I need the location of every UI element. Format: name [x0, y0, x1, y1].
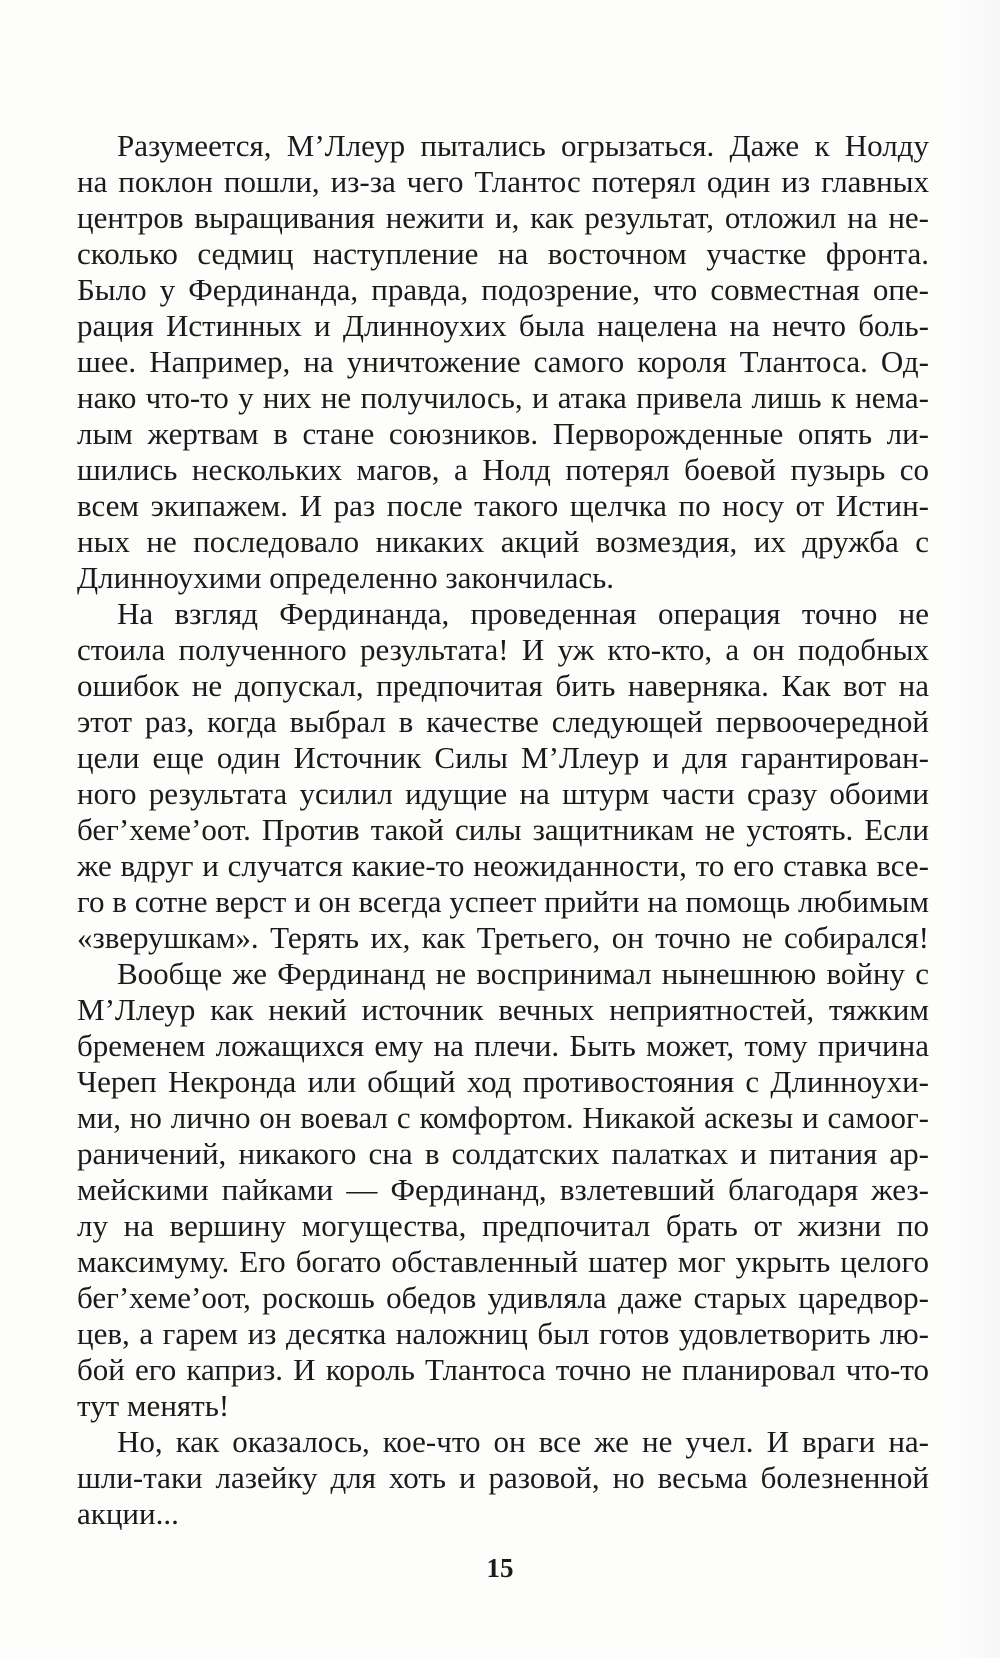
body-text [77, 128, 929, 1532]
text-line: мейскими пайками — Фердинанд, взлетевший благодаря жез- [77, 1172, 929, 1207]
text-line: Длинноухими определенно закончилась. [77, 560, 615, 595]
text-line: М’Ллеур как некий источник вечных неприятностей, тяжким [77, 992, 929, 1027]
text-line: ми, но лично он воевал с комфортом. Никакой аскезы и самоог- [77, 1100, 929, 1135]
text-line: бременем ложащихся ему на плечи. Быть может, тому причина [77, 1028, 929, 1063]
text-line: Но, как оказалось, кое-что он все же не учел. И враги на- [117, 1424, 929, 1459]
text-line: стоила полученного результата! И уж кто-кто, а он подобных [77, 632, 929, 667]
text-line: Было у Фердинанда, правда, подозрение, что совместная опе- [77, 272, 929, 307]
text-line: ных не последовало никаких акций возмездия, их дружба с [77, 524, 929, 559]
text-line: на поклон пошли, из-за чего Тлантос потерял один из главных [77, 164, 929, 199]
text-line: бой его каприз. И король Тлантоса точно не планировал что-то [77, 1352, 929, 1387]
text-line: нако что-то у них не получилось, и атака привела лишь к нема- [77, 380, 929, 415]
text-line: го в сотне верст и он всегда успеет прийти на помощь любимым [77, 884, 929, 919]
text-line: рация Истинных и Длинноухих была нацелена на нечто боль- [77, 308, 929, 343]
text-line: центров выращивания нежити и, как результат, отложил на не- [77, 200, 929, 235]
text-line: всем экипажем. И раз после такого щелчка по носу от Истин- [77, 488, 929, 523]
page-number: 15 [486, 1553, 514, 1583]
text-line: ного результата усилил идущие на штурм части сразу обоими [77, 776, 929, 811]
text-line: шились нескольких магов, а Нолд потерял боевой пузырь со [77, 452, 929, 487]
text-line: цели еще один Источник Силы М’Ллеур и для гарантирован- [77, 740, 929, 775]
paragraph-2 [77, 596, 929, 956]
text-line: шее. Например, на уничтожение самого короля Тлантоса. Од- [77, 344, 929, 379]
text-line: раничений, никакого сна в солдатских палатках и питания ар- [77, 1136, 929, 1171]
text-line: бег’хеме’оот. Против такой силы защитникам не устоять. Если [77, 812, 929, 847]
text-line: Череп Некронда или общий ход противостояния с Длинноухи- [77, 1064, 929, 1099]
text-line: ошибок не допускал, предпочитая бить наверняка. Как вот на [77, 668, 929, 703]
text-line: лу на вершину могущества, предпочитал брать от жизни по [77, 1208, 929, 1243]
text-line: этот раз, когда выбрал в качестве следующей первоочередной [77, 704, 929, 739]
text-line: максимуму. Его богато обставленный шатер мог укрыть целого [77, 1244, 929, 1279]
text-line: На взгляд Фердинанда, проведенная операция точно не [117, 596, 929, 631]
text-line: Разумеется, М’Ллеур пытались огрызаться. Даже к Нолду [117, 128, 929, 163]
paragraph-3 [77, 956, 929, 1424]
text-line: бег’хеме’оот, роскошь обедов удивляла даже старых царедвор- [77, 1280, 929, 1315]
text-line: сколько седмиц наступление на восточном участке фронта. [77, 236, 929, 271]
page-edge-shade [952, 0, 1000, 1658]
paragraph-4 [77, 1424, 929, 1532]
text-line: тут менять! [77, 1388, 230, 1423]
text-line: лым жертвам в стане союзников. Перворожденные опять ли- [77, 416, 929, 451]
text-line: акции... [77, 1496, 179, 1531]
text-line: шли-таки лазейку для хоть и разовой, но весьма болезненной [77, 1460, 929, 1495]
text-line: цев, а гарем из десятка наложниц был готов удовлетворить лю- [77, 1316, 929, 1351]
paragraph-1 [77, 128, 929, 596]
text-line: же вдруг и случатся какие-то неожиданности, то его ставка все- [77, 848, 929, 883]
text-line: «зверушкам». Терять их, как Третьего, он точно не собирался! [77, 920, 929, 955]
text-line: Вообще же Фердинанд не воспринимал нынешнюю войну с [117, 956, 929, 991]
